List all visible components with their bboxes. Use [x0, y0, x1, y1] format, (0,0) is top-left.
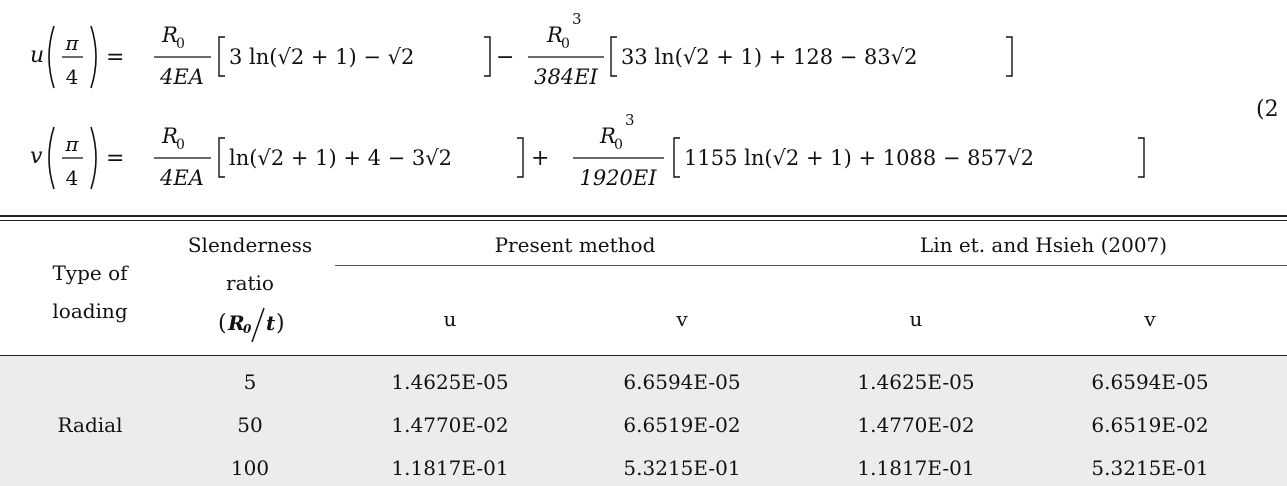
v-left-paren	[49, 127, 54, 189]
v-t1-right-bracket	[517, 138, 523, 177]
u-t2-left-bracket	[611, 37, 617, 76]
u-t1-left-bracket	[219, 37, 225, 76]
table-top-rule	[0, 215, 1287, 217]
u-t1-numerator: R	[162, 23, 178, 47]
equation-number: (2	[1256, 97, 1279, 122]
header-lin-u: u	[909, 307, 923, 331]
equation-u-line	[30, 10, 1012, 89]
ratio-numerator-sub: 0	[243, 322, 252, 336]
u-t1-denominator: 4EA	[160, 65, 204, 89]
header-slenderness-line1: Slenderness	[187, 233, 313, 257]
row-3-lin-u: 1.1817E-01	[857, 456, 975, 480]
table-top-rule-thin	[0, 220, 1287, 221]
v-right-paren	[91, 127, 96, 189]
u-t1-numerator-sub: 0	[176, 36, 185, 52]
row-1-ratio: 5	[243, 370, 257, 394]
u-right-paren	[91, 26, 96, 88]
v-t2-left-bracket	[674, 138, 680, 177]
v-function: v	[30, 144, 43, 169]
header-present-method: Present method	[494, 233, 656, 257]
v-operator: +	[531, 146, 550, 171]
u-t2-numerator-sub: 0	[561, 36, 570, 52]
u-lhs-numerator: π	[65, 31, 79, 55]
ratio-numerator: R	[228, 311, 245, 335]
u-t2-bracket-content: 33 ln(√2 + 1) + 128 − 83√2	[621, 45, 918, 69]
v-t1-numerator: R	[162, 124, 178, 148]
row-2-lin-u: 1.4770E-02	[857, 413, 975, 437]
row-3-ratio: 100	[230, 456, 270, 480]
row-2-present-v: 6.6519E-02	[623, 413, 741, 437]
v-equals: =	[106, 146, 125, 171]
row-2-ratio: 50	[237, 413, 263, 437]
u-function: u	[30, 43, 45, 68]
header-ratio-symbol: ( R 0 t )	[218, 305, 288, 345]
row-2-present-u: 1.4770E-02	[391, 413, 509, 437]
v-t1-denominator: 4EA	[160, 166, 204, 190]
v-t2-bracket-content: 1155 ln(√2 + 1) + 1088 − 857√2	[684, 146, 1034, 170]
row-1-present-u: 1.4625E-05	[391, 370, 509, 394]
u-t1-right-bracket	[484, 37, 490, 76]
equation-svg	[0, 0, 1287, 210]
v-t2-numerator-sup: 3	[625, 111, 635, 129]
header-lin-hsieh: Lin et. and Hsieh (2007)	[919, 233, 1168, 257]
v-t2-right-bracket	[1138, 138, 1144, 177]
results-table	[0, 213, 1287, 486]
row-3-present-v: 5.3215E-01	[623, 456, 741, 480]
ratio-slash	[250, 307, 266, 343]
v-t1-numerator-sub: 0	[176, 137, 185, 153]
row-2-lin-v: 6.6519E-02	[1091, 413, 1209, 437]
header-present-v: v	[676, 307, 688, 331]
row-3-present-u: 1.1817E-01	[391, 456, 509, 480]
v-t2-denominator: 1920EI	[579, 166, 657, 190]
v-lhs-numerator: π	[65, 132, 79, 156]
table-group-rule	[335, 265, 1287, 266]
v-lhs-denominator: 4	[65, 166, 79, 190]
row-group-radial: Radial	[57, 413, 123, 437]
u-left-paren	[49, 26, 54, 88]
header-present-u: u	[443, 307, 457, 331]
ratio-denominator: t	[266, 311, 276, 335]
row-1-lin-v: 6.6594E-05	[1091, 370, 1209, 394]
row-1-present-v: 6.6594E-05	[623, 370, 741, 394]
header-type-of-loading-line1: Type of	[52, 261, 128, 285]
u-lhs-denominator: 4	[65, 65, 79, 89]
header-lin-v: v	[1144, 307, 1156, 331]
v-t1-left-bracket	[219, 138, 225, 177]
v-t2-numerator: R	[600, 124, 616, 148]
v-t2-numerator-sub: 0	[614, 137, 623, 153]
header-slenderness-line2: ratio	[226, 271, 274, 295]
header-type-of-loading-line2: loading	[52, 299, 128, 323]
v-t1-bracket-content: ln(√2 + 1) + 4 − 3√2	[229, 146, 453, 170]
equation-v-line	[30, 111, 1144, 190]
u-t2-numerator: R	[547, 23, 563, 47]
u-t1-bracket-content: 3 ln(√2 + 1) − √2	[229, 45, 415, 69]
u-equals: =	[106, 45, 125, 70]
equation-block	[0, 0, 1287, 210]
row-3-lin-v: 5.3215E-01	[1091, 456, 1209, 480]
u-operator: −	[496, 45, 515, 70]
u-t2-denominator: 384EI	[534, 65, 598, 89]
u-t2-numerator-sup: 3	[572, 10, 582, 28]
u-t2-right-bracket	[1006, 37, 1012, 76]
row-1-lin-u: 1.4625E-05	[857, 370, 975, 394]
